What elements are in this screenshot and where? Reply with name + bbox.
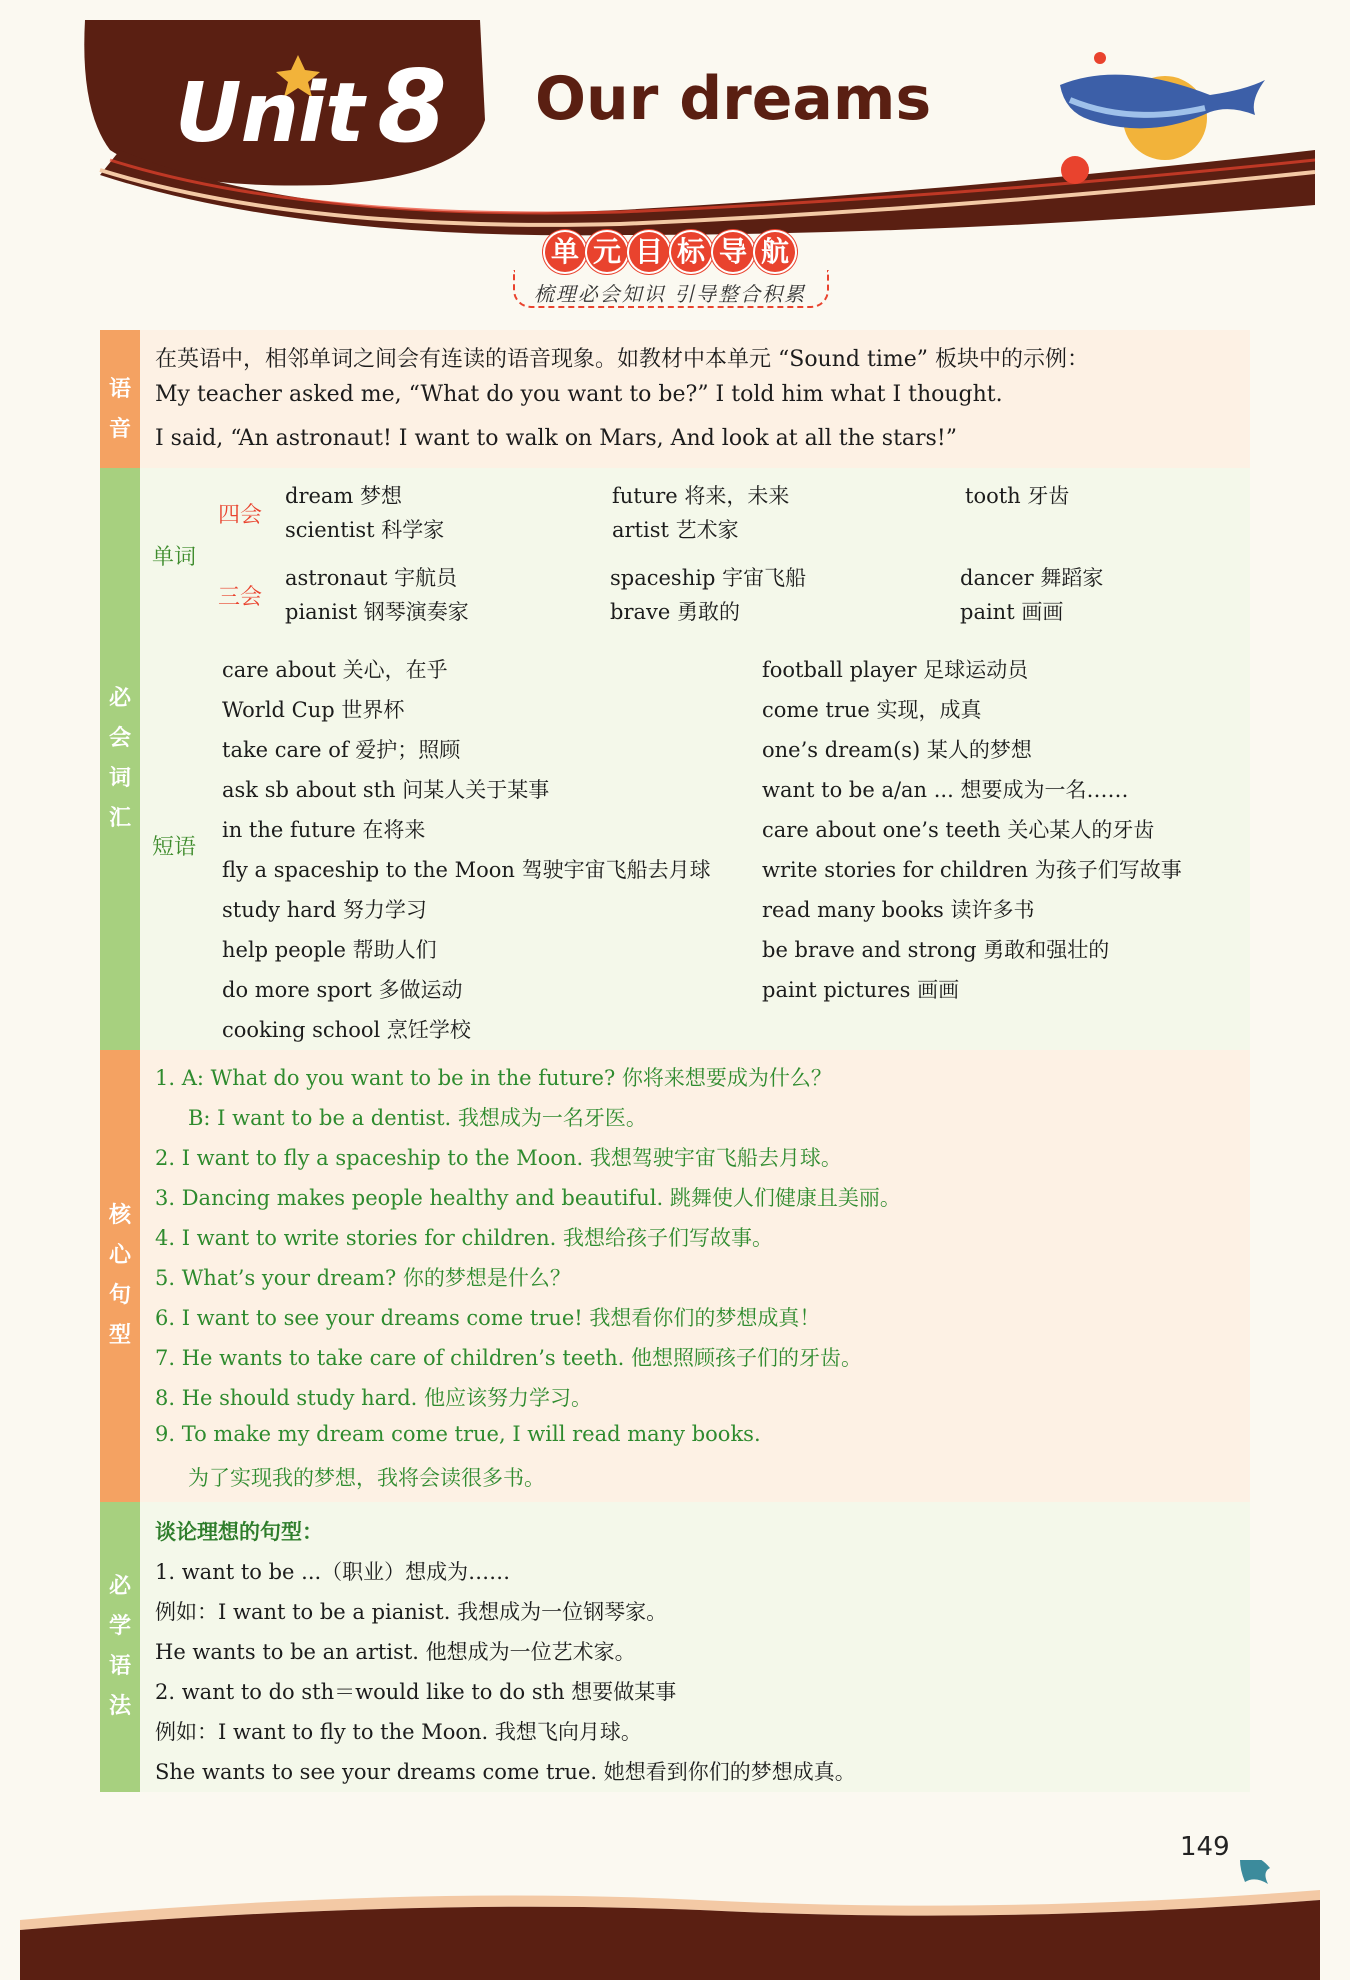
side-label-text: 学 — [108, 1614, 131, 1639]
phrase-item: fly a spaceship to the Moon 驾驶宇宙飞船去月球 — [222, 858, 711, 882]
unit-number: 8 — [377, 48, 446, 165]
grammar-line: 例如：I want to fly to the Moon. 我想飞向月球。 — [155, 1720, 642, 1744]
unit-word: Unit — [175, 66, 364, 161]
core-sentences-section — [100, 1050, 1250, 1502]
word-item: astronaut 宇航员 — [285, 566, 458, 590]
sentence-item: 2. I want to fly a spaceship to the Moon. 我想驾驶宇宙飞船去月球。 — [155, 1146, 842, 1170]
sentence-item: 1. A: What do you want to be in the future? 你将来想要成为什么？ — [155, 1066, 832, 1090]
word-item: dancer 舞蹈家 — [960, 566, 1104, 590]
word-item: future 将来，未来 — [612, 484, 790, 508]
side-label-text: 核 — [108, 1203, 131, 1228]
phonetics-section — [100, 330, 1250, 468]
badge-char: 航 — [755, 232, 795, 272]
phonetics-example-1: My teacher asked me, “What do you want to be?” I told him what I thought. — [155, 382, 1003, 407]
sentence-item: 3. Dancing makes people healthy and beautiful. 跳舞使人们健康且美丽。 — [155, 1186, 901, 1210]
sentence-item: 4. I want to write stories for children. 我想给孩子们写故事。 — [155, 1226, 773, 1250]
phrases-label: 短语 — [152, 835, 197, 860]
phonetics-example-2: I said, “An astronaut! I want to walk on Mars, And look at all the stars!” — [155, 426, 957, 451]
word-item: artist 艺术家 — [612, 518, 739, 542]
grammar-line: 2. want to do sth＝would like to do sth 想要做某事 — [155, 1680, 677, 1704]
grammar-section — [100, 1502, 1250, 1792]
phrase-item: want to be a/an ... 想要成为一名…… — [762, 778, 1129, 802]
side-label-text: 心 — [108, 1243, 131, 1268]
badge-char: 导 — [713, 232, 753, 272]
side-label-text: 汇 — [108, 806, 131, 831]
grammar-line: She wants to see your dreams come true. 她想看到你们的梦想成真。 — [155, 1760, 856, 1784]
phrase-item: come true 实现，成真 — [762, 698, 982, 722]
sentence-item: 8. He should study hard. 他应该努力学习。 — [155, 1386, 593, 1410]
grammar-line: 例如：I want to be a pianist. 我想成为一位钢琴家。 — [155, 1600, 668, 1624]
phrase-item: write stories for children 为孩子们写故事 — [762, 858, 1182, 882]
phrase-item: World Cup 世界杯 — [222, 698, 405, 722]
phrase-item: ask sb about sth 问某人关于某事 — [222, 778, 550, 802]
footer-banner-graphic — [0, 1860, 1350, 1980]
vocabulary-section — [100, 468, 1250, 1050]
sentence-item: 7. He wants to take care of children’s teeth. 他想照顾孩子们的牙齿。 — [155, 1346, 862, 1370]
phrase-item: football player 足球运动员 — [762, 658, 1029, 682]
word-item: spaceship 宇宙飞船 — [610, 566, 807, 590]
side-label-text: 法 — [108, 1694, 131, 1719]
phrase-item: do more sport 多做运动 — [222, 978, 463, 1002]
unit-name: Our dreams — [535, 64, 932, 134]
sentence-item: B: I want to be a dentist. 我想成为一名牙医。 — [188, 1106, 647, 1130]
vocabulary-side-label — [100, 468, 140, 1050]
word-item: pianist 钢琴演奏家 — [285, 600, 469, 624]
grammar-line: He wants to be an artist. 他想成为一位艺术家。 — [155, 1640, 636, 1664]
grammar-title: 谈论理想的句型： — [155, 1520, 323, 1544]
grammar-side-label — [100, 1502, 140, 1792]
side-label-text: 会 — [108, 726, 131, 751]
phrase-item: paint pictures 画画 — [762, 978, 960, 1002]
badge-char: 目 — [629, 232, 669, 272]
phrase-item: take care of 爱护；照顾 — [222, 738, 461, 762]
side-label-text: 必 — [108, 686, 131, 711]
side-label-text: 词 — [108, 766, 131, 791]
phrase-item: read many books 读许多书 — [762, 898, 1035, 922]
side-label-text: 句 — [108, 1283, 131, 1308]
phrase-item: help people 帮助人们 — [222, 938, 437, 962]
word-item: scientist 科学家 — [285, 518, 445, 542]
badge-char: 单 — [545, 232, 585, 272]
phrase-item: care about one’s teeth 关心某人的牙齿 — [762, 818, 1155, 842]
group1-label: 四会 — [218, 503, 263, 528]
phrase-item: cooking school 烹饪学校 — [222, 1018, 471, 1042]
phrase-item: be brave and strong 勇敢和强壮的 — [762, 938, 1110, 962]
badge-char: 元 — [587, 232, 627, 272]
side-label-text: 语 — [108, 1654, 131, 1679]
phrase-item: care about 关心，在乎 — [222, 658, 448, 682]
phonetics-side-label — [100, 330, 140, 468]
words-label: 单词 — [152, 545, 197, 570]
phrase-item: study hard 努力学习 — [222, 898, 427, 922]
word-item: brave 勇敢的 — [610, 600, 740, 624]
unit-header — [0, 0, 1350, 240]
sentence-item: 6. I want to see your dreams come true! 我想看你们的梦想成真！ — [155, 1306, 821, 1330]
side-label-text: 型 — [108, 1323, 131, 1348]
sentence-item: 9. To make my dream come true, I will read many books. — [155, 1422, 761, 1446]
badge-char: 标 — [671, 232, 711, 272]
unit-goal-badge — [505, 232, 835, 310]
word-item: tooth 牙齿 — [965, 484, 1070, 508]
side-label-text: 音 — [108, 417, 131, 442]
phonetics-intro: 在英语中，相邻单词之间会有连读的语音现象。如教材中本单元 “Sound time” 板块中的示例： — [155, 347, 1089, 372]
side-label-text: 语 — [108, 377, 131, 402]
unit-label — [175, 48, 446, 165]
sentence-item: 5. What’s your dream? 你的梦想是什么？ — [155, 1266, 571, 1290]
badge-title — [505, 232, 835, 272]
badge-subtitle: 梳理必会知识 引导整合积累 — [533, 282, 807, 306]
sentences-side-label — [100, 1050, 140, 1502]
word-item: paint 画画 — [960, 600, 1064, 624]
phrase-item: one’s dream(s) 某人的梦想 — [762, 738, 1032, 762]
phrase-item: in the future 在将来 — [222, 818, 426, 842]
word-item: dream 梦想 — [285, 484, 403, 508]
sentence-item: 为了实现我的梦想，我将会读很多书。 — [188, 1466, 545, 1490]
page-number: 149 — [1180, 1832, 1230, 1862]
side-label-text: 必 — [108, 1574, 131, 1599]
grammar-line: 1. want to be ...（职业）想成为…… — [155, 1560, 511, 1584]
group2-label: 三会 — [218, 585, 263, 610]
